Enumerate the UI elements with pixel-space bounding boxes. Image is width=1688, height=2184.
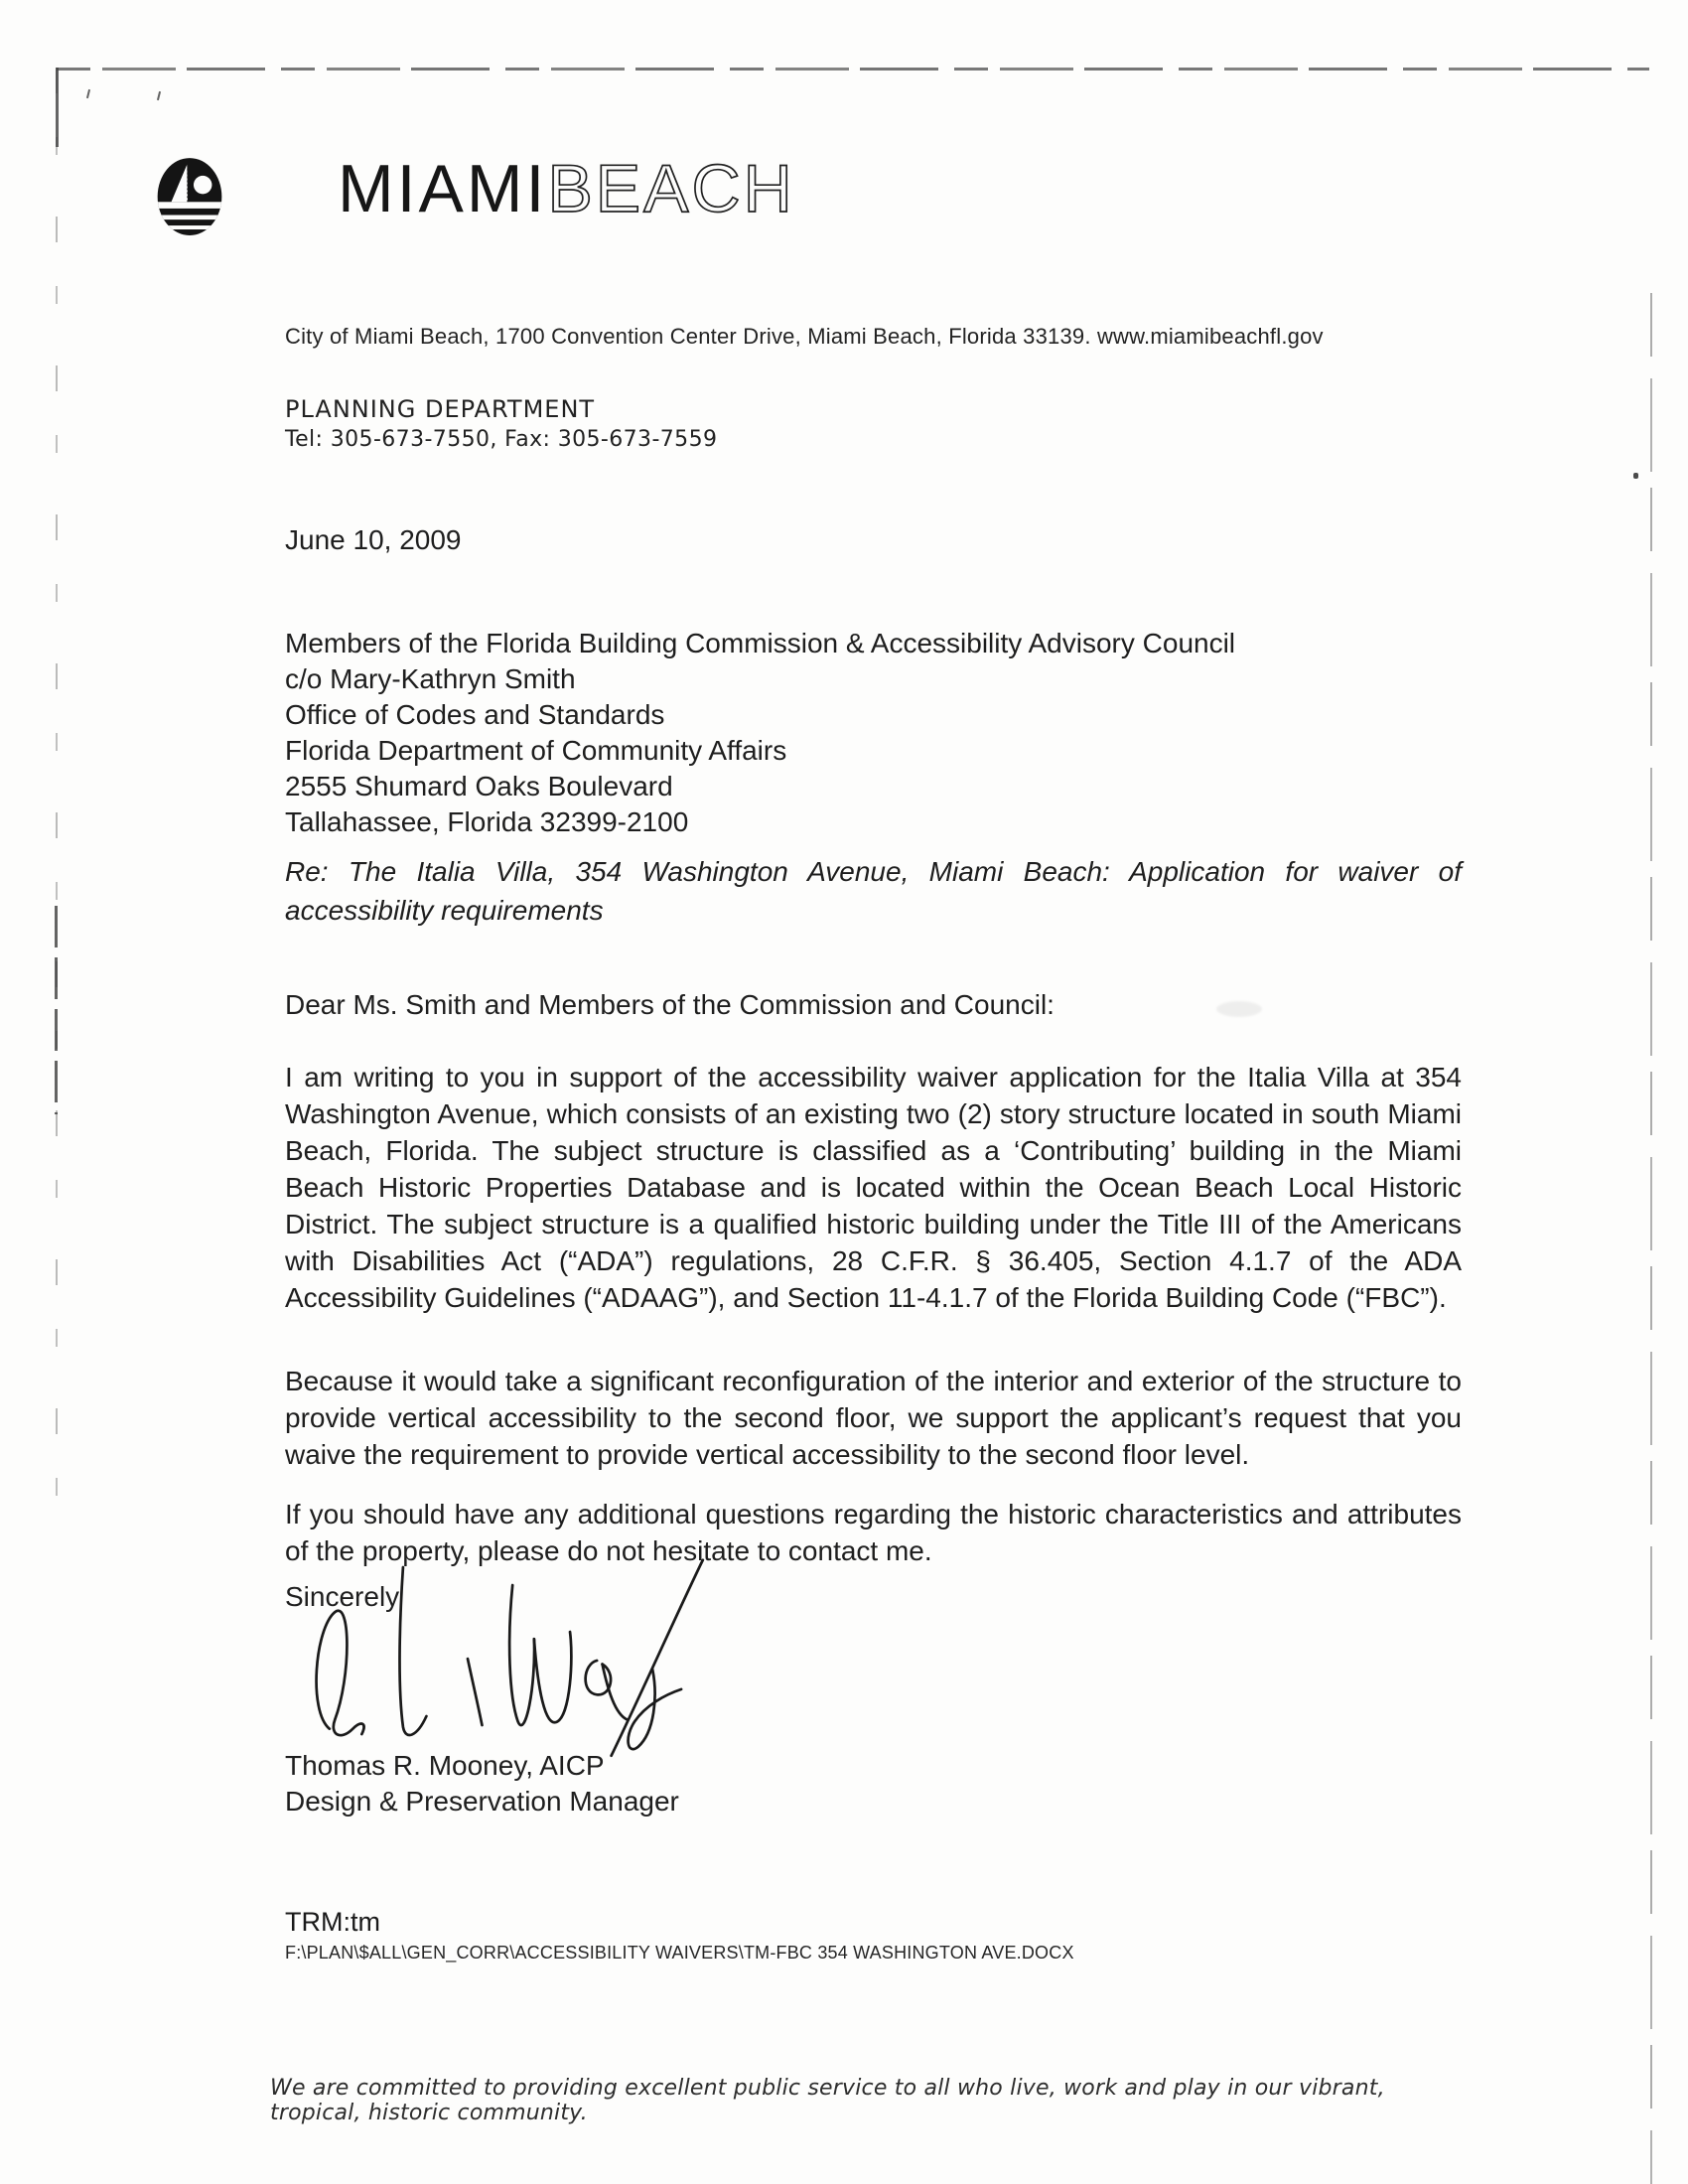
scan-artifact-tick (86, 89, 90, 98)
salutation: Dear Ms. Smith and Members of the Commission and Council: (285, 989, 1055, 1020)
recipient-line: 2555 Shumard Oaks Boulevard (285, 771, 673, 801)
scan-artifact-top-line (57, 68, 1649, 71)
wordmark-miamibeach (338, 151, 795, 226)
letterhead-address: City of Miami Beach, 1700 Convention Center Drive, Miami Beach, Florida 33139. www.miamibeachfl.gov (285, 324, 1324, 349)
body-paragraph: I am writing to you in support of the accessibility waiver application for the Italia Villa at 354 Washington Avenue, which consists of an existing two (2) story structure located in south Miami Beach, Florida. The subject structure is classified as a ‘Contributing’ building in the Miami Beach Historic Properties Database and is located within the Ocean Beach Local Historic District. The subject structure is a qualified historic building under the Title III of the Americans with Disabilities Act (“ADA”) regulations, 28 C.F.R. § 36.405, Section 4.1.7 of the ADA Accessibility Guidelines (“ADAAG”), and Section 11-4.1.7 of the Florida Building Code (“FBC”). (285, 1062, 1462, 1313)
scan-artifact-smudge (1216, 1001, 1262, 1017)
recipient-block (285, 626, 1235, 840)
footer-slogan: We are committed to providing excellent public service to all who live, work and play in our vibrant, tropical, historic community. (270, 2076, 1385, 2125)
wordmark-miami: MIAMI (338, 151, 548, 226)
recipient-line: Tallahassee, Florida 32399-2100 (285, 806, 689, 837)
typist-reference: TRM:tm (285, 1907, 380, 1937)
document-file-path: F:\PLAN\$ALL\GEN_CORR\ACCESSIBILITY WAIVERS\TM-FBC 354 WASHINGTON AVE.DOCX (285, 1943, 1074, 1963)
letterhead-phone: Tel: 305-673-7550, Fax: 305-673-7559 (285, 427, 718, 452)
recipient-line: Members of the Florida Building Commission & Accessibility Advisory Council (285, 628, 1236, 658)
recipient-line: Office of Codes and Standards (285, 699, 665, 730)
scan-artifact-tick (157, 91, 161, 100)
signer-name: Thomas R. Mooney, AICP (285, 1750, 605, 1781)
recipient-line: c/o Mary-Kathryn Smith (285, 663, 576, 694)
scan-artifact-dot (1633, 473, 1638, 479)
scan-artifact-left-segment (56, 68, 59, 147)
wordmark-beach: BEACH (547, 151, 795, 226)
closing-word: Sincerely (285, 1581, 400, 1612)
re-subject-line: Re: The Italia Villa, 354 Washington Avenue, Miami Beach: Application for waiver of accessibility requirements (285, 856, 1462, 926)
body-paragraph: Because it would take a significant reconfiguration of the interior and exterior of the structure to provide vertical accessibility to the second floor, we support the applicant’s request that you waive the requirement to provide vertical accessibility to the second floor level. (285, 1366, 1462, 1470)
scan-artifact-right-line (1650, 293, 1652, 2184)
letterhead-department: PLANNING DEPARTMENT (285, 395, 596, 423)
scan-artifact-left-segment (55, 906, 58, 1114)
body-paragraph: If you should have any additional questions regarding the historic characteristics and attributes of the property, please do not hesitate to contact me. (285, 1499, 1462, 1566)
city-of-miami-beach-logo-icon (157, 157, 222, 240)
recipient-line: Florida Department of Community Affairs (285, 735, 787, 766)
scan-artifact-left-line (56, 68, 58, 1557)
letter-date: June 10, 2009 (285, 524, 462, 555)
signer-title: Design & Preservation Manager (285, 1786, 679, 1817)
